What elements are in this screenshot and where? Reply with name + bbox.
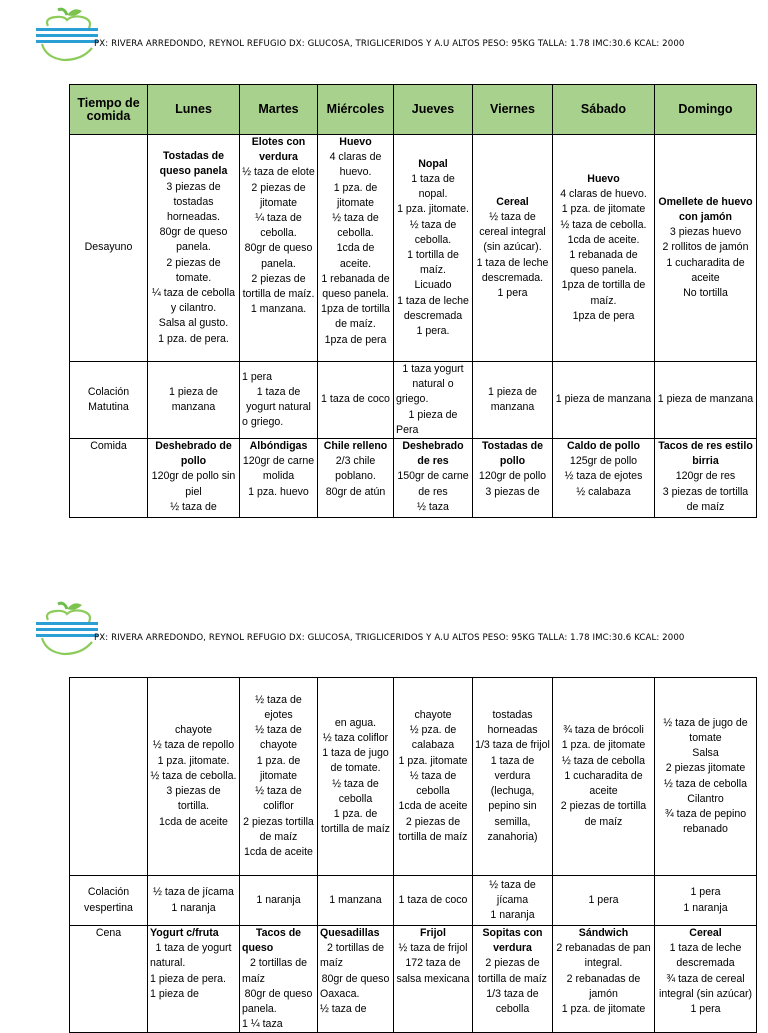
desayuno-row: [70, 135, 757, 362]
apple-logo-icon: [34, 6, 100, 64]
cena-miercoles: [318, 926, 394, 1033]
comida-martes: [240, 439, 318, 518]
row-label-comida: Comida: [70, 439, 148, 518]
meal-plan-table-1: [69, 84, 757, 518]
desayuno-sabado: [553, 135, 655, 362]
dish-body: ½ taza de cereal integral (sin azúcar). 1 taza de leche descremada. 1 pera: [476, 210, 549, 299]
desayuno-jueves: [394, 135, 473, 362]
desayuno-lunes: [148, 135, 240, 362]
header-miercoles: Miércoles: [318, 85, 394, 135]
meal-plan-table-2: [69, 677, 757, 1033]
desayuno-miercoles: [318, 135, 394, 362]
header-lunes: Lunes: [148, 85, 240, 135]
dish-title: Caldo de pollo: [567, 440, 640, 453]
dish-title: Elotes con verdura: [251, 136, 306, 164]
dish-body: 1 taza de nopal. 1 pza. jitomate. ½ taza de cebolla. 1 tortilla de maíz. Licuado 1 taza de leche descremada 1 pera.: [397, 172, 469, 338]
dish-body: 1 taza de leche descremada ¾ taza de cereal integral (sin azúcar) 1 pera: [658, 942, 753, 1016]
desayuno-domingo: [655, 135, 757, 362]
dish-body: 150gr de carne de res ½ taza: [397, 470, 469, 513]
colacion-vespertina-domingo: 1 pera 1 naranja: [655, 876, 757, 926]
dish-title: Albóndigas: [249, 440, 308, 453]
header-row: [70, 85, 757, 135]
colacion-matutina-lunes: 1 pieza de manzana: [148, 362, 240, 439]
comida-cont-domingo: ½ taza de jugo de tomate Salsa 2 piezas jitomate ½ taza de cebolla Cilantro ¾ taza de pepino rebanado: [655, 678, 757, 876]
dish-title: Tostadas de queso panela: [159, 150, 228, 178]
dish-title: Tostadas de pollo: [481, 440, 544, 468]
comida-continuation-row: [70, 678, 757, 876]
header-martes: Martes: [240, 85, 318, 135]
colacion-vespertina-miercoles: 1 manzana: [318, 876, 394, 926]
header-sabado: Sábado: [553, 85, 655, 135]
dish-body: ½ taza de frijol 172 taza de salsa mexicana: [396, 942, 470, 985]
dish-title: Cereal: [689, 927, 722, 939]
dish-body: 3 piezas huevo 2 rollitos de jamón 1 cucharadita de aceite No tortilla: [662, 226, 749, 299]
header-tiempo: Tiempo de comida: [70, 85, 148, 135]
dish-title: Nopal: [418, 157, 448, 170]
comida-lunes: [148, 439, 240, 518]
dish-title: Cereal: [496, 195, 529, 208]
dish-body: 120gr de res 3 piezas de tortilla de maíz: [662, 470, 749, 513]
colacion-vespertina-viernes: ½ taza de jícama 1 naranja: [473, 876, 553, 926]
colacion-matutina-viernes: 1 pieza de manzana: [473, 362, 553, 439]
colacion-matutina-jueves: 1 taza yogurt natural o griego. 1 pieza de Pera: [394, 362, 473, 439]
colacion-matutina-sabado: 1 pieza de manzana: [553, 362, 655, 439]
colacion-matutina-martes: 1 pera 1 taza de yogurt natural o griego.: [240, 362, 318, 439]
dish-body: 4 claras de huevo. 1 pza. de jitomate ½ taza de cebolla. 1cda de aceite. 1 rebanada de queso panela. 1pza de tortilla de maíz. 1pza de pera: [560, 188, 647, 322]
comida-cont-jueves: chayote ½ pza. de calabaza 1 pza. jitomate ½ taza de cebolla 1cda de aceite 2 piezas de tortilla de maíz: [394, 678, 473, 876]
dish-body: 2 rebanadas de pan integral. 2 rebanadas de jamón 1 pza. de jitomate: [556, 942, 651, 1016]
dish-body: 4 claras de huevo. 1 pza. de jitomate ½ taza de cebolla. 1cda de aceite. 1 rebanada de queso panela. 1pza de tortilla de maíz. 1pza de pera: [321, 151, 390, 346]
dish-title: Yogurt c/fruta: [150, 927, 219, 939]
dish-body: 120gr de pollo 3 piezas de: [478, 470, 547, 498]
comida-viernes: [473, 439, 553, 518]
dish-title: Deshebrado de pollo: [155, 440, 232, 468]
dish-body: 3 piezas de tostadas horneadas. 80gr de queso panela. 2 piezas de tomate. ¼ taza de cebolla y cilantro. Salsa al gusto. 1 pza. de pera.: [151, 180, 236, 345]
dish-body: 2 tortillas de maíz 80gr de queso Oaxaca. ½ taza de: [320, 942, 390, 1016]
comida-cont-miercoles: en agua. ½ taza coliflor 1 taza de jugo de tomate. ½ taza de cebolla 1 pza. de tortilla de maíz: [318, 678, 394, 876]
colacion-matutina-row: [70, 362, 757, 439]
dish-body: 125gr de pollo ½ taza de ejotes ½ calabaza: [564, 455, 643, 498]
colacion-matutina-miercoles: 1 taza de coco: [318, 362, 394, 439]
colacion-vespertina-jueves: 1 taza de coco: [394, 876, 473, 926]
dish-body: ½ taza de elote 2 piezas de jitomate ¼ taza de cebolla. 80gr de queso panela. 2 piezas de tortilla de maíz. 1 manzana.: [242, 166, 315, 316]
cena-sabado: [553, 926, 655, 1033]
comida-domingo: [655, 439, 757, 518]
dish-title: Sándwich: [578, 927, 629, 939]
comida-miercoles: [318, 439, 394, 518]
dish-body: 2 tortillas de maíz 80gr de queso panela. 1 ¼ taza: [242, 957, 313, 1031]
desayuno-martes: [240, 135, 318, 362]
dish-title: Huevo: [339, 136, 372, 148]
dish-title: Sopitas con verdura: [482, 927, 543, 955]
dish-body: 120gr de pollo sin piel ½ taza de: [151, 470, 236, 513]
page-header-1: [0, 6, 768, 66]
colacion-vespertina-lunes: ½ taza de jícama 1 naranja: [148, 876, 240, 926]
comida-cont-viernes: tostadas horneadas 1/3 taza de frijol 1 taza de verdura (lechuga, pepino sin semilla, zanahoria): [473, 678, 553, 876]
cena-lunes: [148, 926, 240, 1033]
row-label-empty: [70, 678, 148, 876]
colacion-vespertina-sabado: 1 pera: [553, 876, 655, 926]
patient-info-line: PX: RIVERA ARREDONDO, REYNOL REFUGIO DX: GLUCOSA, TRIGLICERIDOS Y A.U ALTOS PESO: 95KG TALLA: 1.78 IMC:30.6 KCAL: 2000: [94, 39, 685, 49]
dish-title: Quesadillas: [320, 927, 380, 939]
cena-martes: [240, 926, 318, 1033]
cena-row: [70, 926, 757, 1033]
comida-row: [70, 439, 757, 518]
cena-jueves: [394, 926, 473, 1033]
cena-domingo: [655, 926, 757, 1033]
colacion-vespertina-martes: 1 naranja: [240, 876, 318, 926]
apple-logo-icon: [34, 600, 100, 658]
header-domingo: Domingo: [655, 85, 757, 135]
row-label-cena: Cena: [70, 926, 148, 1033]
dish-title: Tacos de res estilo birria: [658, 440, 753, 468]
comida-cont-lunes: chayote ½ taza de repollo 1 pza. jitomate. ½ taza de cebolla. 3 piezas de tortilla. 1cda de aceite: [148, 678, 240, 876]
comida-cont-martes: ½ taza de ejotes ½ taza de chayote 1 pza. de jitomate ½ taza de coliflor 2 piezas tortilla de maíz 1cda de aceite: [240, 678, 318, 876]
row-label-colacion-matutina: Colación Matutina: [70, 362, 148, 439]
comida-sabado: [553, 439, 655, 518]
dish-body: 120gr de carne molida 1 pza. huevo: [242, 455, 315, 498]
patient-info-line: PX: RIVERA ARREDONDO, REYNOL REFUGIO DX: GLUCOSA, TRIGLICERIDOS Y A.U ALTOS PESO: 95KG TALLA: 1.78 IMC:30.6 KCAL: 2000: [94, 633, 685, 643]
comida-jueves: [394, 439, 473, 518]
desayuno-viernes: [473, 135, 553, 362]
header-viernes: Viernes: [473, 85, 553, 135]
dish-body: 2 piezas de tortilla de maíz 1/3 taza de cebolla: [478, 957, 547, 1016]
dish-title: Chile relleno: [323, 440, 388, 453]
dish-title: Omellete de huevo con jamón: [658, 195, 753, 223]
dish-title: Tacos de queso: [242, 927, 302, 955]
colacion-vespertina-row: [70, 876, 757, 926]
cena-viernes: [473, 926, 553, 1033]
dish-body: 2/3 chile poblano. 80gr de atún: [325, 455, 386, 498]
row-label-colacion-vespertina: Colación vespertina: [70, 876, 148, 926]
row-label-desayuno: Desayuno: [70, 135, 148, 362]
colacion-matutina-domingo: 1 pieza de manzana: [655, 362, 757, 439]
comida-cont-sabado: ¾ taza de brócoli 1 pza. de jitomate ½ taza de cebolla 1 cucharadita de aceite 2 piezas de tortilla de maíz: [553, 678, 655, 876]
header-jueves: Jueves: [394, 85, 473, 135]
dish-title: Deshebrado de res: [402, 440, 464, 468]
dish-title: Frijol: [420, 927, 446, 939]
dish-body: 1 taza de yogurt natural. 1 pieza de pera. 1 pieza de: [150, 942, 232, 1000]
page-header-2: [0, 600, 768, 660]
dish-title: Huevo: [587, 172, 620, 185]
